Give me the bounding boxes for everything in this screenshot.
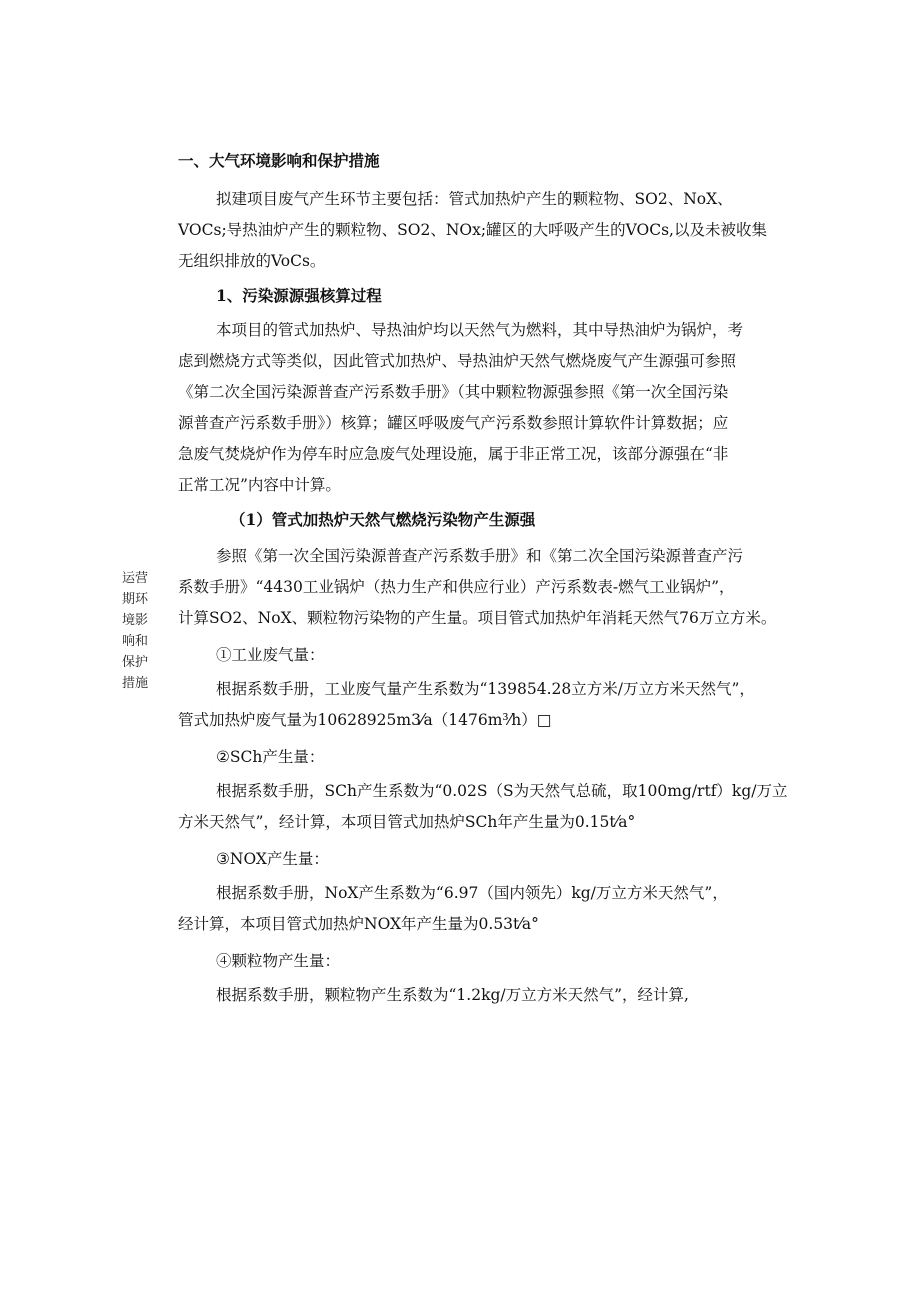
text-line: 《第二次全国污染源普查产污系数手册》（其中颗粒物源强参照《第一次全国污染 <box>178 383 729 401</box>
margin-label-line: 响和 <box>122 634 149 649</box>
text-line: 参照《第一次全国污染源普查产污系数手册》和《第二次全国污染源普查产污 <box>216 547 744 565</box>
text-line: 正常工况”内容中计算。 <box>178 476 341 494</box>
margin-label-line: 境影 <box>122 613 149 628</box>
heater-paragraph <box>178 541 806 634</box>
text-line: 管式加热炉废气量为10628925m3⁄a（1476m³⁄h）□ <box>178 711 552 729</box>
subsection-heading: （1）管式加热炉天然气燃烧污染物产生源强 <box>230 510 536 529</box>
margin-label-line: 期环 <box>122 592 149 607</box>
item-paragraph <box>178 980 806 1011</box>
text-line: 方米天然气”，经计算，本项目管式加热炉SCh年产生量为0.15t⁄a° <box>178 813 636 831</box>
subsection-heading: 1、污染源源强核算过程 <box>216 286 382 305</box>
text-line: 根据系数手册，颗粒物产生系数为“1.2kg/万立方米天然气”，经计算, <box>216 986 689 1004</box>
source-intensity-paragraph <box>178 315 806 501</box>
item-paragraph <box>178 674 806 736</box>
margin-label-line: 保护 <box>122 655 149 670</box>
margin-label-line: 措施 <box>122 676 149 691</box>
text-line: 系数手册》“4430工业锅炉（热力生产和供应行业）产污系数表-燃气工业锅炉”， <box>178 578 735 596</box>
text-line: 计算SO2、NoX、颗粒物污染物的产生量。项目管式加热炉年消耗天然气76万立方米。 <box>178 609 777 627</box>
text-line: VOCs;导热油炉产生的颗粒物、SO2、NOx;罐区的大呼吸产生的VOCs,以及未被收集 <box>178 221 767 239</box>
item-label: ①工业废气量： <box>216 646 325 664</box>
item-paragraph <box>178 776 806 838</box>
item-label: ③NOX产生量： <box>216 850 329 868</box>
text-line: 根据系数手册，工业废气量产生系数为“139854.28立方米/万立方米天然气”， <box>216 680 755 698</box>
text-line: 无组织排放的VoCs。 <box>178 252 326 270</box>
text-line: 根据系数手册，SCh产生系数为“0.02S（S为天然气总硫，取100mg/rtf）kg/万立 <box>216 782 788 800</box>
section-heading: 一、大气环境影响和保护措施 <box>178 151 380 170</box>
intro-paragraph <box>178 184 806 277</box>
item-label: ④颗粒物产生量： <box>216 952 341 970</box>
text-line: 源普查产污系数手册》）核算；罐区呼吸废气产污系数参照计算软件计算数据；应 <box>178 414 729 432</box>
text-line: 本项目的管式加热炉、导热油炉均以天然气为燃料，其中导热油炉为锅炉，考 <box>216 321 744 339</box>
text-line: 根据系数手册，NoX产生系数为“6.97（国内领先）kg/万立方米天然气”， <box>216 884 728 902</box>
margin-label-line: 运营 <box>122 571 149 586</box>
item-label: ②SCh产生量： <box>216 748 325 766</box>
margin-label <box>122 568 160 694</box>
text-line: 经计算，本项目管式加热炉NOX年产生量为0.53t⁄a° <box>178 915 539 933</box>
item-paragraph <box>178 878 806 940</box>
text-line: 虑到燃烧方式等类似，因此管式加热炉、导热油炉天然气燃烧废气产生源强可参照 <box>178 352 737 370</box>
text-line: 急废气焚烧炉作为停车时应急废气处理设施，属于非正常工况，该部分源强在“非 <box>178 445 729 463</box>
text-line: 拟建项目废气产生环节主要包括：管式加热炉产生的颗粒物、SO2、NoX、 <box>216 190 733 208</box>
document-body <box>178 146 806 1013</box>
